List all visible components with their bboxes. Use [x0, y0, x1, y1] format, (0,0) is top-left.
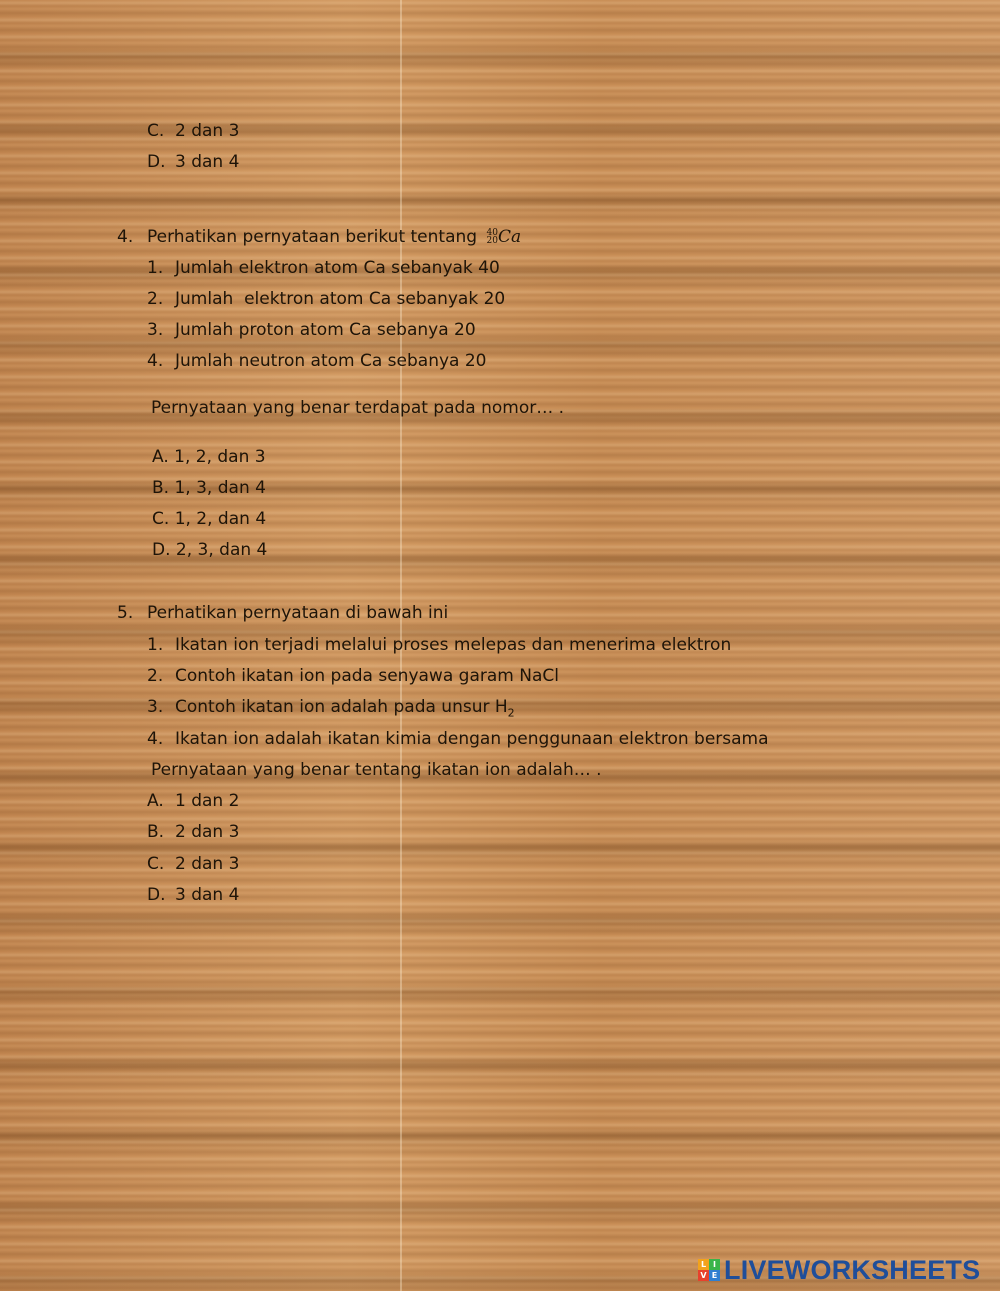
prev-option-c: C. 2 dan 3: [147, 121, 240, 141]
q4-question: Pernyataan yang benar terdapat pada nomor… .: [151, 398, 565, 418]
q5-question: Pernyataan yang benar tentang ikatan ion adalah… .: [151, 760, 602, 780]
q4-prompt-text: Perhatikan pernyataan berikut tentang: [147, 227, 478, 247]
logo-tile-v: V: [698, 1270, 709, 1281]
q5-number: 5.: [117, 603, 134, 623]
q4-option-d[interactable]: D. 2, 3, dan 4: [152, 540, 268, 560]
q4-isotope-numbers: 40 20: [486, 228, 498, 246]
prev-option-d: D. 3 dan 4: [147, 152, 240, 172]
q5-option-b[interactable]: B. 2 dan 3: [147, 822, 240, 842]
q5-option-a[interactable]: A. 1 dan 2: [147, 791, 240, 811]
q5-statement-2: 2. Contoh ikatan ion pada senyawa garam NaCl: [147, 666, 559, 686]
q5-prompt: [117, 602, 448, 624]
logo-tile-i: I: [709, 1259, 720, 1270]
q5-statement-4: 4. Ikatan ion adalah ikatan kimia dengan penggunaan elektron bersama: [147, 729, 769, 749]
q4-prompt: [117, 226, 521, 248]
q5-prompt-text: Perhatikan pernyataan di bawah ini: [147, 603, 449, 623]
liveworksheets-logo-icon: [698, 1259, 720, 1281]
q4-option-b[interactable]: B. 1, 3, dan 4: [152, 478, 266, 498]
q5-option-c[interactable]: C. 2 dan 3: [147, 854, 240, 874]
logo-tile-e: E: [709, 1270, 720, 1281]
q4-option-a[interactable]: A. 1, 2, dan 3: [152, 447, 266, 467]
q4-statement-4: 4. Jumlah neutron atom Ca sebanya 20: [147, 351, 487, 371]
q4-statement-3: 3. Jumlah proton atom Ca sebanya 20: [147, 320, 476, 340]
liveworksheets-wordmark: LIVEWORKSHEETS: [724, 1254, 981, 1285]
q4-statement-1: 1. Jumlah elektron atom Ca sebanyak 40: [147, 258, 500, 278]
liveworksheets-brand[interactable]: [698, 1256, 980, 1284]
q5-statement-1: 1. Ikatan ion terjadi melalui proses melepas dan menerima elektron: [147, 635, 732, 655]
q5-option-d[interactable]: D. 3 dan 4: [147, 885, 240, 905]
q4-isotope-symbol: Ca: [497, 227, 522, 247]
q4-statement-2: 2. Jumlah elektron atom Ca sebanyak 20: [147, 289, 506, 309]
q4-option-c[interactable]: C. 1, 2, dan 4: [152, 509, 267, 529]
q4-number: 4.: [117, 227, 134, 247]
logo-tile-l: L: [698, 1259, 709, 1270]
q5-statement-3: 3. Contoh ikatan ion adalah pada unsur $H_2$: [147, 697, 515, 720]
